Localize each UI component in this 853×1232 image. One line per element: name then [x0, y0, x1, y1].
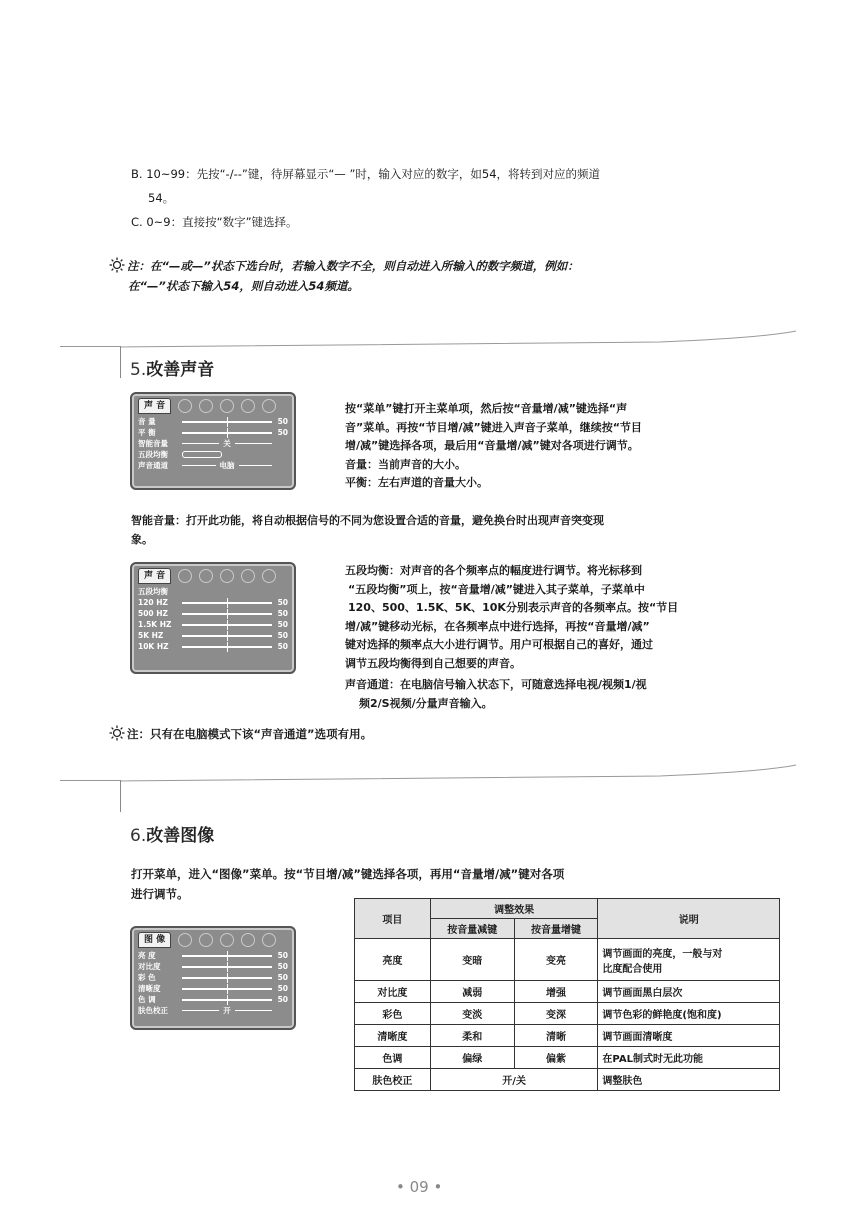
- osd-tab-icon: [199, 399, 213, 413]
- osd-tab-icon: [199, 569, 213, 583]
- osd-row-brightness: 亮 度 50: [138, 951, 288, 960]
- section-5-paragraph-1: 按“菜单”键打开主菜单项，然后按“音量增/减”键选择“声 音”菜单。再按“节目增/减”键进入声音子菜单，继续按“节目 增/减”键选择各项，最后用“音量增/减”键对各项进行调节。 音量：当前声音的大小。 平衡：左右声道的音量大小。: [345, 402, 642, 489]
- sun-icon: [109, 257, 125, 273]
- table-row: 亮度 变暗 变亮 调节画面的亮度，一般与对 比度配合使用: [355, 939, 780, 981]
- osd-tab-icon: [241, 399, 255, 413]
- section-5-rule-vertical: [120, 346, 121, 378]
- page-number: • 09 •: [396, 1178, 443, 1196]
- osd-tab-icon: [199, 933, 213, 947]
- osd-tab-icon: [220, 399, 234, 413]
- osd-tab-sound: 声 音: [138, 568, 171, 584]
- section-6-title: 6.改善图像: [130, 826, 215, 846]
- b-line-1: B. 10~99：先按“-/--”键，待屏幕显示“— ”时，输入对应的数字，如54，将转到对应的频道: [131, 167, 601, 181]
- osd-row-smart-volume: 智能音量 关: [138, 438, 288, 449]
- osd-tab-icon: [220, 569, 234, 583]
- section-6-rule-right: [120, 764, 800, 784]
- header-item: 项目: [355, 899, 431, 939]
- osd-picture-menu: [130, 926, 296, 1030]
- osd-tab-icon: [262, 933, 276, 947]
- section-5-rule-left: [60, 346, 120, 347]
- osd-row-1-5khz: 1.5K HZ 50: [138, 620, 288, 629]
- osd-tab-icon: [241, 933, 255, 947]
- osd-tab-icon: [241, 569, 255, 583]
- b-line-2: 54。: [148, 191, 175, 205]
- osd-sound-menu: [130, 392, 296, 490]
- osd-row-sharpness: 清晰度 50: [138, 984, 288, 993]
- sun-icon: [109, 725, 125, 741]
- header-effect: 调整效果: [430, 899, 598, 919]
- osd-row-volume: 音 量 50: [138, 417, 288, 426]
- header-description: 说明: [598, 899, 780, 939]
- osd-row-5khz: 5K HZ 50: [138, 631, 288, 640]
- osd-row-contrast: 对比度 50: [138, 962, 288, 971]
- osd-row-audio-channel: 声音通道 电脑: [138, 460, 288, 471]
- table-row: 对比度 减弱 增强 调节画面黑白层次: [355, 981, 780, 1003]
- osd-tab-icon: [262, 569, 276, 583]
- table-row: 清晰度 柔和 清晰 调节画面清晰度: [355, 1025, 780, 1047]
- header-volume-up: 按音量增键: [514, 919, 598, 939]
- note-1-line-2: 在“—”状态下输入54，则自动进入54频道。: [128, 279, 359, 293]
- section-5-title: 5.改善声音: [130, 360, 215, 380]
- osd-row-equalizer: 五段均衡: [138, 449, 288, 460]
- equalizer-paragraph: 五段均衡：对声音的各个频率点的幅度进行调节。将光标移到 “五段均衡”项上，按“音量增/减”键进入其子菜单，子菜单中 120、500、1.5K、5K、10K分别表示声音的各频率点。按“节目 增/减”键移动光标，在各频率点中进行选择，再按“音量增/减” 键对选择的频率点大小进行调节。用户可根据自己的喜好，通过 调节五段均衡得到自己想要的声音。: [345, 564, 679, 670]
- audio-channel-paragraph: 声音通道：在电脑信号输入状态下，可随意选择电视/视频1/视 频2/S视频/分量声音输入。: [345, 678, 647, 710]
- note-1-line-1: 注：在“—或—”状态下选台时，若输入数字不全，则自动进入所输入的数字频道，例如：: [127, 259, 579, 273]
- osd-tab-icon: [178, 933, 192, 947]
- osd-row-balance: 平 衡 50: [138, 428, 288, 437]
- osd-equalizer-header: 五段均衡: [138, 587, 168, 596]
- section-5-rule-right: [120, 330, 800, 350]
- table-row: 彩色 变淡 变深 调节色彩的鲜艳度(饱和度): [355, 1003, 780, 1025]
- osd-row-color: 彩 色 50: [138, 973, 288, 982]
- osd-tab-icon: [220, 933, 234, 947]
- smart-volume-paragraph: 智能音量：打开此功能，将自动根据信号的不同为您设置合适的音量，避免换台时出现声音突变现 象。: [131, 514, 604, 546]
- osd-row-120hz: 120 HZ 50: [138, 598, 288, 607]
- osd-tab-icon: [262, 399, 276, 413]
- table-row: 色调 偏绿 偏紫 在PAL制式时无此功能: [355, 1047, 780, 1069]
- header-volume-down: 按音量减键: [430, 919, 514, 939]
- section-6-intro: 打开菜单，进入“图像”菜单。按“节目增/减”键选择各项，再用“音量增/减”键对各项 进行调节。: [131, 867, 565, 901]
- osd-tab-picture: 图 像: [138, 932, 171, 948]
- osd-equalizer-menu: [130, 562, 296, 674]
- c-line: C. 0~9：直接按“数字”键选择。: [131, 215, 298, 229]
- osd-tab-icon: [178, 399, 192, 413]
- osd-tab-icon: [178, 569, 192, 583]
- section-6-rule-left: [60, 780, 120, 781]
- section-6-rule-vertical: [120, 780, 121, 812]
- osd-row-10khz: 10K HZ 50: [138, 642, 288, 651]
- picture-adjustment-table: [354, 898, 780, 1091]
- section-5-note: 注：只有在电脑模式下该“声音通道”选项有用。: [109, 724, 372, 744]
- osd-row-500hz: 500 HZ 50: [138, 609, 288, 618]
- osd-row-tint: 色 调 50: [138, 995, 288, 1004]
- note-1: [109, 256, 579, 276]
- osd-row-skin-tone: 肤色校正 开: [138, 1005, 288, 1016]
- table-row: 肤色校正 开/关 调整肤色: [355, 1069, 780, 1091]
- osd-tab-sound: 声 音: [138, 398, 171, 414]
